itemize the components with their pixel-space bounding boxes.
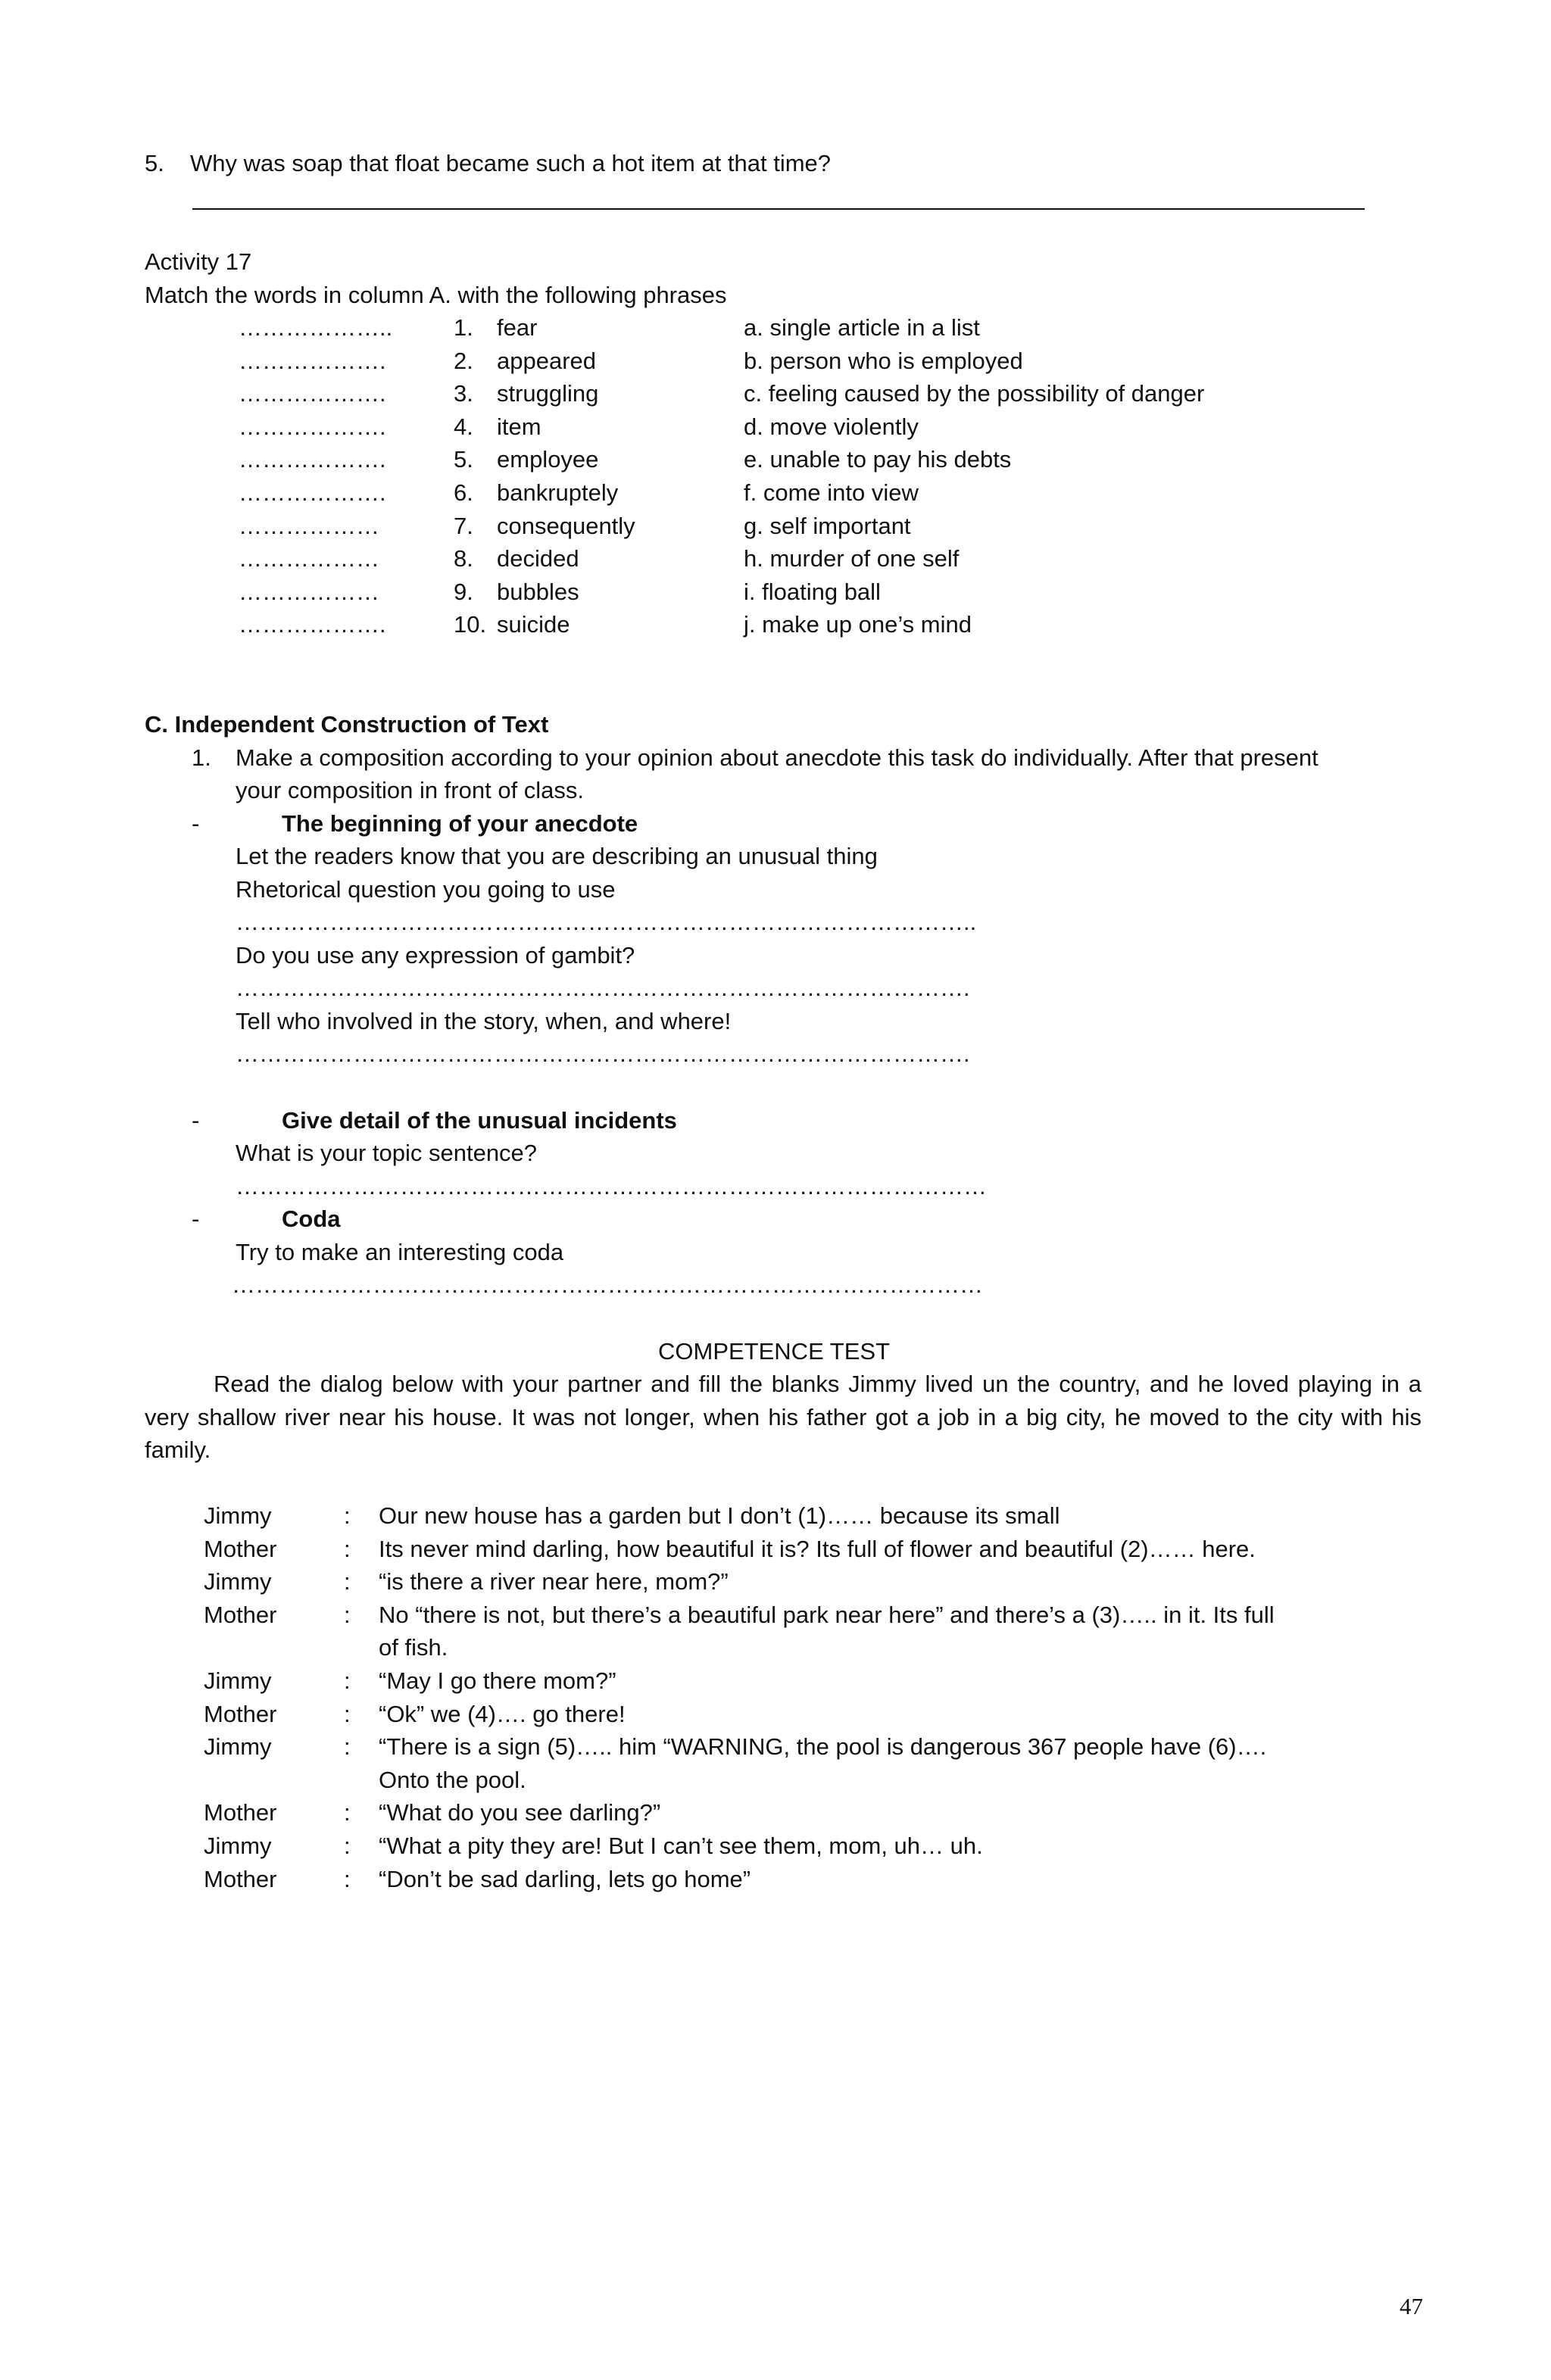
match-phrase: j. make up one’s mind	[744, 611, 972, 638]
prompt-text: Do you use any expression of gambit?	[236, 942, 635, 969]
item-number: 6.	[454, 479, 473, 506]
dialog-colon: :	[344, 1568, 351, 1596]
match-row	[0, 311, 1551, 345]
dialog-colon: :	[344, 1535, 351, 1562]
dialog-line: “Ok” we (4)…. go there!	[379, 1700, 626, 1727]
subsection-heading: The beginning of your anecdote	[282, 810, 638, 837]
match-row	[0, 345, 1551, 378]
match-row	[0, 608, 1551, 641]
item-number: 9.	[454, 578, 473, 605]
dialog-line: “What a pity they are! But I can’t see them, mom, uh… uh.	[379, 1833, 983, 1859]
dialog-line: “There is a sign (5)….. him “WARNING, the pool is dangerous 367 people have (6)….	[379, 1733, 1267, 1761]
answer-dots[interactable]: ……………………………………………………………………………………	[232, 1271, 983, 1298]
item-number: 3.	[454, 380, 473, 407]
match-word: bankruptely	[497, 479, 619, 506]
match-word: consequently	[497, 512, 635, 539]
competence-intro: Read the dialog below with your partner and fill the blanks Jimmy lived un the country, and he loved playing in a very shallow river near his house. It was not longer, when his father got a job in a big city, he moved to the city with his family.	[145, 1371, 1421, 1463]
dialog-line: “What do you see darling?”	[379, 1799, 661, 1826]
match-row	[0, 443, 1551, 476]
subsection-heading: Give detail of the unusual incidents	[282, 1107, 677, 1134]
dialog-colon: :	[344, 1601, 351, 1628]
dialog-line: No “there is not, but there’s a beautiful park near here” and there’s a (3)….. in it. Its full	[379, 1601, 1275, 1628]
bullet-dash: -	[192, 1206, 200, 1232]
match-phrase: a. single article in a list	[744, 314, 980, 341]
item-number: 1.	[454, 314, 473, 341]
item-number: 2.	[454, 347, 473, 374]
answer-blank[interactable]: ……………….	[239, 347, 386, 374]
dialog-speaker: Jimmy	[204, 1568, 272, 1596]
page-number: 47	[1400, 2293, 1423, 2319]
answer-blank[interactable]: ………………	[239, 578, 379, 605]
dialog-line: Our new house has a garden but I don’t (1)…… because its small	[379, 1502, 1060, 1529]
answer-blank[interactable]: ……………….	[239, 611, 386, 638]
answer-blank[interactable]: ……………….	[239, 446, 386, 473]
answer-dots[interactable]: …………………………………………………………………………………..	[236, 909, 977, 935]
dialog-speaker: Mother	[204, 1535, 277, 1562]
dialog-line: “Don’t be sad darling, lets go home”	[379, 1865, 751, 1892]
match-row	[0, 510, 1551, 543]
question-text: Why was soap that float became such a hot item at that time?	[190, 150, 832, 176]
prompt-text: Try to make an interesting coda	[236, 1239, 564, 1265]
match-row	[0, 410, 1551, 444]
prompt-text: Let the readers know that you are describing an unusual thing	[236, 843, 878, 869]
bullet-dash: -	[192, 1107, 200, 1134]
answer-blank[interactable]: ……………….	[239, 380, 386, 407]
section-heading: C. Independent Construction of Text	[145, 711, 549, 738]
activity-instruction: Match the words in column A. with the following phrases	[145, 282, 727, 308]
match-word: item	[497, 413, 541, 440]
item-number: 10.	[454, 611, 487, 638]
match-phrase: g. self important	[744, 512, 911, 539]
item-number: 4.	[454, 413, 473, 440]
match-word: appeared	[497, 347, 597, 374]
answer-blank[interactable]: ……………….	[239, 413, 386, 440]
prompt-text: Rhetorical question you going to use	[236, 876, 616, 903]
dialog-line: of fish.	[379, 1634, 448, 1661]
dialog-speaker: Mother	[204, 1700, 277, 1727]
competence-title: COMPETENCE TEST	[658, 1338, 891, 1365]
dialog-speaker: Mother	[204, 1865, 277, 1892]
dialog-speaker: Jimmy	[204, 1502, 272, 1529]
match-word: decided	[497, 545, 579, 572]
match-phrase: d. move violently	[744, 413, 919, 440]
item-number: 8.	[454, 545, 473, 572]
dialog-line: “is there a river near here, mom?”	[379, 1568, 729, 1596]
bullet-dash: -	[192, 810, 200, 837]
match-row	[0, 377, 1551, 410]
match-word: employee	[497, 446, 599, 473]
match-phrase: b. person who is employed	[744, 347, 1023, 374]
answer-blank[interactable]: ……………….	[239, 479, 386, 506]
dialog-speaker: Jimmy	[204, 1733, 272, 1761]
match-row	[0, 476, 1551, 510]
match-phrase: h. murder of one self	[744, 545, 960, 572]
question-number: 5.	[145, 150, 164, 176]
dialog-colon: :	[344, 1700, 351, 1727]
answer-blank[interactable]: ………………	[239, 512, 379, 539]
answer-line	[192, 208, 1365, 210]
item-number: 7.	[454, 512, 473, 539]
match-word: fear	[497, 314, 538, 341]
dialog-colon: :	[344, 1733, 351, 1761]
match-phrase: c. feeling caused by the possibility of danger	[744, 380, 1205, 407]
dialog-line: Onto the pool.	[379, 1766, 526, 1793]
task-text: Make a composition according to your opinion about anecdote this task do individually. After that present	[236, 744, 1319, 771]
dialog-speaker: Mother	[204, 1601, 277, 1628]
dialog-speaker: Jimmy	[204, 1833, 272, 1859]
activity-title: Activity 17	[145, 248, 252, 275]
item-number: 5.	[454, 446, 473, 473]
match-word: suicide	[497, 611, 570, 638]
match-phrase: e. unable to pay his debts	[744, 446, 1012, 473]
match-row	[0, 542, 1551, 576]
dialog-colon: :	[344, 1502, 351, 1529]
answer-dots[interactable]: ………………………………………………………………………………….	[236, 975, 970, 1001]
dialog-colon: :	[344, 1667, 351, 1694]
match-phrase: i. floating ball	[744, 578, 881, 605]
subsection-heading: Coda	[282, 1206, 341, 1232]
match-word: bubbles	[497, 578, 579, 605]
dialog-line: “May I go there mom?”	[379, 1667, 616, 1694]
answer-blank[interactable]: ………………	[239, 545, 379, 572]
answer-blank[interactable]: ………………..	[239, 314, 393, 341]
dialog-speaker: Mother	[204, 1799, 277, 1826]
answer-dots[interactable]: ………………………………………………………………………………….	[236, 1040, 970, 1067]
task-text: your composition in front of class.	[236, 777, 585, 803]
dialog-speaker: Jimmy	[204, 1667, 272, 1694]
dialog-colon: :	[344, 1865, 351, 1892]
prompt-text: What is your topic sentence?	[236, 1140, 538, 1166]
match-word: struggling	[497, 380, 599, 407]
match-row	[0, 576, 1551, 609]
dialog-line: Its never mind darling, how beautiful it is? Its full of flower and beautiful (2)…… here.	[379, 1535, 1256, 1562]
dialog-colon: :	[344, 1833, 351, 1859]
match-phrase: f. come into view	[744, 479, 919, 506]
answer-dots[interactable]: ……………………………………………………………………………………	[236, 1173, 987, 1199]
dialog-colon: :	[344, 1799, 351, 1826]
prompt-text: Tell who involved in the story, when, and where!	[236, 1008, 732, 1034]
task-number: 1.	[192, 744, 211, 771]
